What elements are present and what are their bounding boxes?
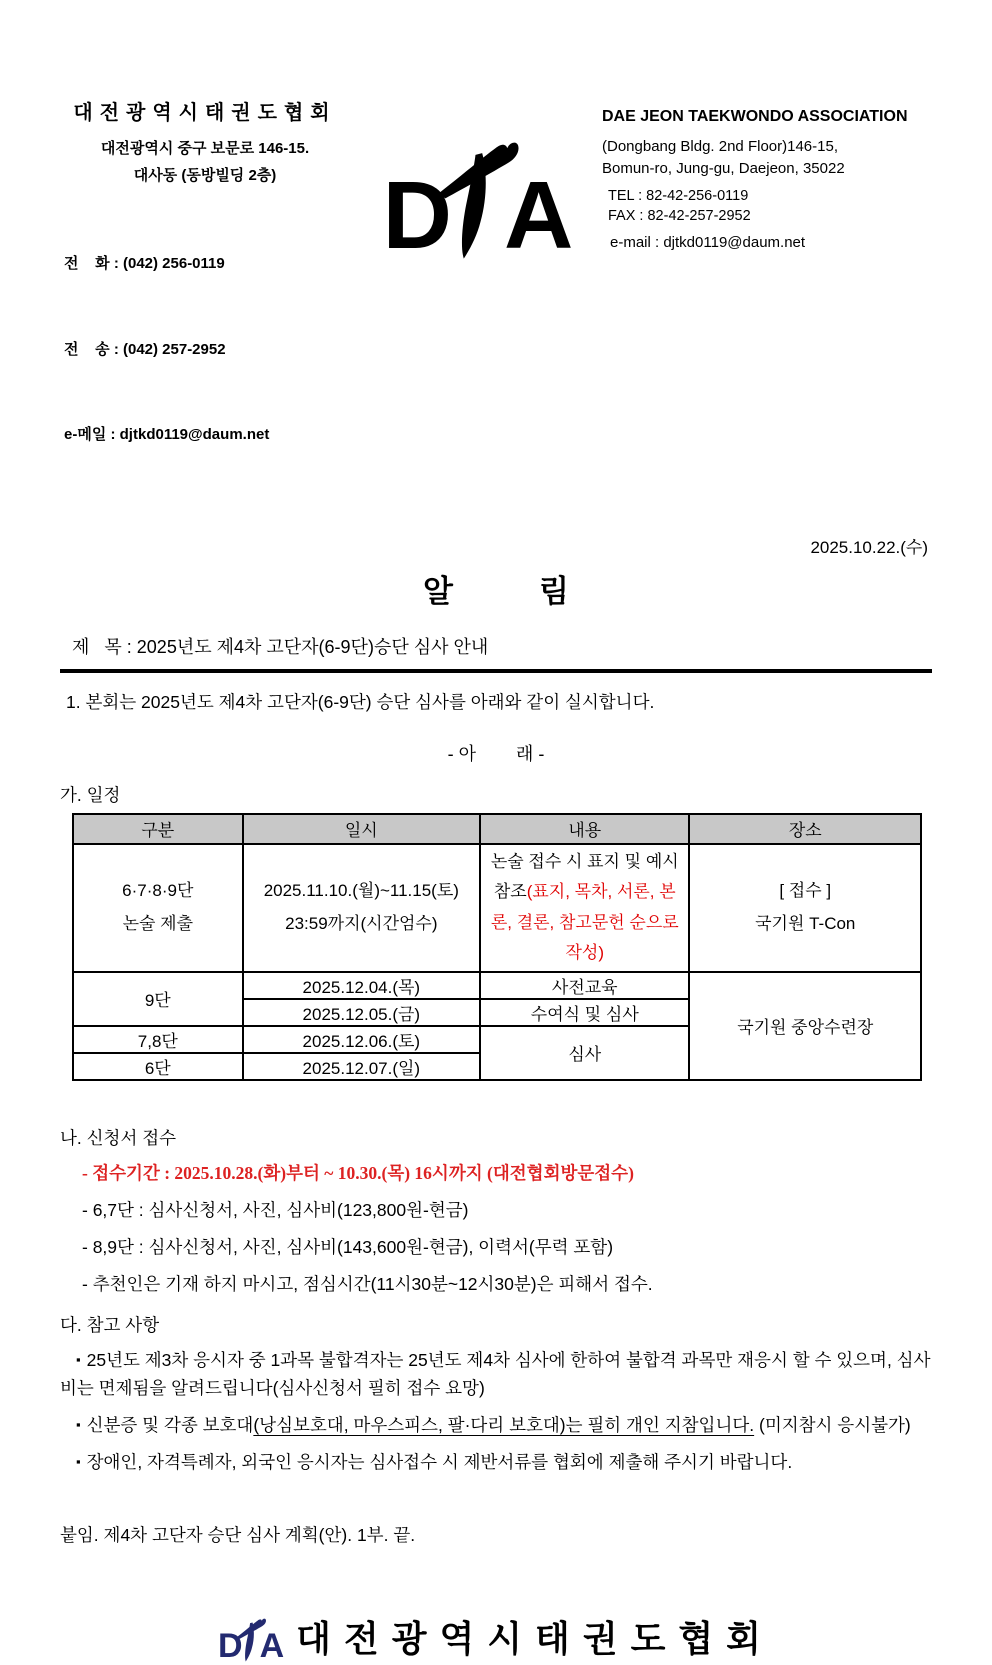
col-header-category: 구분	[73, 814, 243, 844]
application-89dan-line: - 8,9단 : 심사신청서, 사진, 심사비(143,600원-현금), 이력서(무력 포함)	[82, 1237, 614, 1258]
footer-dta-logo	[218, 1613, 283, 1665]
title-divider	[60, 669, 932, 673]
col-header-content: 내용	[480, 814, 689, 844]
cell-date-1207: 2025.12.07.(일)	[243, 1053, 480, 1080]
org-address-line1: 대전광역시 중구 보문로 146-15.	[100, 140, 310, 157]
underlined-protector-text: (낭심보호대, 마우스피스, 팔·다리 보호대)는 필히 개인 지참입니다.	[253, 1414, 755, 1435]
reference-item-protectors: ▪ 신분증 및 각종 보호대(낭심보호대, 마우스피스, 팔·다리 보호대)는 필히 개인 지참입니다. (미지참시 응시불가)	[76, 1414, 911, 1435]
org-contact-korean	[60, 193, 350, 507]
application-period-line: - 접수기간 : 2025.10.28.(화)부터 ~ 10.30.(목) 16시까지 (대전협회방문접수)	[82, 1162, 634, 1183]
cell-content-education: 사전교육	[480, 972, 689, 999]
org-address-english	[602, 136, 932, 180]
col-header-place: 장소	[689, 814, 921, 844]
essay-content-black: 논술 접수 시 표지 및 예시 참조	[490, 851, 679, 902]
essay-content-red: (표지, 목차, 서론, 본론, 결론, 참고문헌 순으로 작성)	[490, 882, 679, 963]
reference-list	[60, 1347, 932, 1476]
org-tel-en: TEL : 82-42-256-0119	[608, 187, 749, 204]
org-email-english: e-mail : djtkd0119@daum.net	[610, 234, 806, 252]
dta-logo	[382, 104, 570, 270]
body-paragraph-1: 1. 본회는 2025년도 제4차 고단자(6-9단) 승단 심사를 아래와 같이 실시합니다.	[66, 691, 655, 712]
org-email: e-메일 : djtkd0119@daum.net	[64, 426, 270, 443]
cell-essay-group: 6·7·8·9단 논술 제출	[73, 844, 243, 972]
footer	[60, 1611, 932, 1665]
org-address-korean	[60, 135, 350, 189]
application-67dan-line: - 6,7단 : 심사신청서, 사진, 심사비(123,800원-현금)	[82, 1200, 469, 1220]
dta-logo-letter-a: A	[504, 162, 570, 270]
dta-logo-letter-d: D	[382, 162, 448, 270]
org-name-korean: 대전광역시태권도협회	[73, 102, 337, 124]
table-row	[73, 972, 921, 999]
cell-date-1204: 2025.12.04.(목)	[243, 972, 480, 999]
document-date: 2025.10.22.(수)	[810, 537, 928, 557]
reference-item-retake: ▪ 25년도 제3차 응시자 중 1과목 불합격자는 25년도 제4차 심사에 한하여 불합격 과목만 재응시 할 수 있으며, 심사비는 면제됨을 알려드립니다(심사신청서 필히 접수 요망)	[60, 1350, 931, 1398]
square-bullet-icon: ▪	[76, 1453, 81, 1469]
org-tel-fax-english	[602, 186, 932, 227]
square-bullet-icon: ▪	[76, 1352, 81, 1368]
footer-logo-kick-icon	[234, 1613, 268, 1663]
table-row	[73, 844, 921, 972]
cell-content-test: 심사	[480, 1026, 689, 1080]
schedule-table	[72, 813, 922, 1081]
square-bullet-icon: ▪	[76, 1416, 81, 1432]
letterhead	[60, 96, 932, 507]
org-fax-en: FAX : 82-42-257-2952	[608, 207, 751, 224]
footer-logo-letter-a: A	[259, 1626, 283, 1665]
document-subject: 제 목 : 2025년도 제4차 고단자(6-9단)승단 심사 안내	[72, 636, 489, 657]
org-name-english: DAE JEON TAEKWONDO ASSOCIATION	[602, 108, 908, 125]
letterhead-korean-block	[60, 96, 350, 507]
col-header-datetime: 일시	[243, 814, 480, 844]
cell-group-9dan: 9단	[73, 972, 243, 1026]
cell-group-78dan: 7,8단	[73, 1026, 243, 1053]
document-title: 알 림	[422, 573, 570, 609]
below-marker: - 아 래 -	[447, 743, 545, 764]
org-phone: 전 화 : (042) 256-0119	[64, 255, 225, 272]
footer-logo-letter-d: D	[218, 1626, 241, 1665]
section-ga-label: 가. 일정	[60, 784, 121, 805]
reference-item-documents: ▪ 장애인, 자격특례자, 외국인 응시자는 심사접수 시 제반서류를 협회에 제출해 주시기 바랍니다.	[76, 1451, 793, 1472]
org-address-line2: 대사동 (동방빌딩 2층)	[133, 167, 277, 184]
cell-essay-date: 2025.11.10.(월)~11.15(토) 23:59까지(시간엄수)	[243, 844, 480, 972]
letterhead-english-block	[602, 96, 932, 251]
attachment-line: 붙임. 제4차 고단자 승단 심사 계획(안). 1부. 끝.	[60, 1524, 416, 1545]
section-na-label: 나. 신청서 접수	[60, 1127, 177, 1148]
cell-place-kukkiwon: 국기원 중앙수련장	[689, 972, 921, 1080]
section-da-label: 다. 참고 사항	[60, 1315, 160, 1336]
cell-date-1206: 2025.12.06.(토)	[243, 1026, 480, 1053]
cell-date-1205: 2025.12.05.(금)	[243, 999, 480, 1026]
cell-content-ceremony: 수여식 및 심사	[480, 999, 689, 1026]
cell-essay-content	[480, 844, 689, 972]
org-address-en-line2: Bomun-ro, Jung-gu, Daejeon, 35022	[602, 159, 845, 177]
org-address-en-line1: (Dongbang Bldg. 2nd Floor)146-15,	[602, 138, 838, 155]
cell-essay-place: [ 접수 ] 국기원 T-Con	[689, 844, 921, 972]
application-note-line: - 추천인은 기재 하지 마시고, 점심시간(11시30분~12시30분)은 피해서 접수.	[82, 1274, 653, 1295]
org-fax: 전 송 : (042) 257-2952	[64, 340, 226, 358]
table-header-row	[73, 814, 921, 844]
dta-logo-kick-icon	[432, 128, 524, 262]
application-list	[60, 1160, 932, 1299]
footer-org-name: 대전광역시태권도협회	[296, 1617, 774, 1659]
cell-group-6dan: 6단	[73, 1053, 243, 1080]
